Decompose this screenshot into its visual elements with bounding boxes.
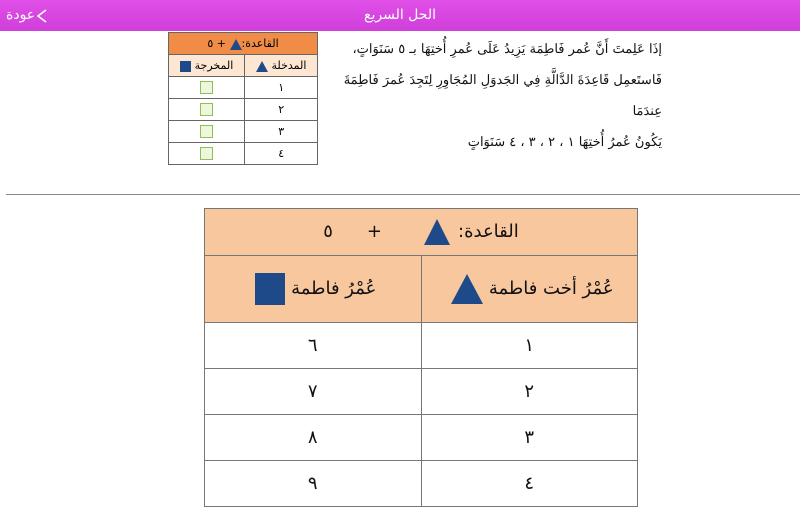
small-input-cell: ٣ — [245, 121, 318, 143]
small-output-cell[interactable] — [169, 121, 245, 143]
input-header: عُمْرُ أخت فاطمة — [421, 256, 638, 323]
output-cell: ٦ — [205, 323, 422, 369]
table-row — [205, 323, 638, 369]
triangle-icon — [424, 219, 450, 245]
top-bar — [0, 0, 800, 31]
small-output-cell[interactable] — [169, 143, 245, 165]
input-cell: ٢ — [421, 369, 638, 415]
table-row — [205, 369, 638, 415]
square-icon — [180, 61, 191, 72]
table-row — [205, 415, 638, 461]
table-row — [205, 461, 638, 507]
output-header: عُمْرُ فاطمة — [205, 256, 422, 323]
page-title: الحل السريع — [364, 7, 436, 23]
question-line-1: إذَا عَلِمتَ أَنَّ عُمر فَاطِمَة يَزِيدُ عَلَى عُمرِ أُختِهَا بـ ٥ سَنَوَاتٍ، — [352, 42, 662, 57]
question-line-2: فَاستَعمِل قَاعِدَةَ الدَّالَّةِ فِي الجَدوَلِ المُجَاوِرِ لِتَجِدَ عُمرَ فَاطِمَةَ عِندَمَا — [343, 73, 662, 119]
divider — [6, 194, 800, 195]
answer-box-icon[interactable] — [200, 81, 213, 94]
rule-label: القاعدة: — [458, 221, 519, 242]
small-rule-expr: + ٥ — [207, 37, 226, 50]
answer-box-icon[interactable] — [200, 125, 213, 138]
small-rule-label: القاعدة: — [241, 37, 279, 50]
small-function-table — [168, 32, 318, 165]
input-cell: ٤ — [421, 461, 638, 507]
output-cell: ٨ — [205, 415, 422, 461]
output-cell: ٧ — [205, 369, 422, 415]
answer-box-icon[interactable] — [200, 103, 213, 116]
rule-cell — [205, 209, 638, 256]
answer-box-icon[interactable] — [200, 147, 213, 160]
input-cell: ١ — [421, 323, 638, 369]
back-button[interactable] — [6, 0, 48, 31]
back-label: عودة — [6, 7, 36, 23]
small-rule-cell — [169, 33, 318, 55]
small-input-header: المدخلة — [245, 55, 318, 77]
back-arrow-icon — [36, 9, 48, 23]
small-input-cell: ٢ — [245, 99, 318, 121]
triangle-icon — [451, 274, 483, 304]
small-input-cell: ٤ — [245, 143, 318, 165]
rule-plus: + — [366, 221, 382, 242]
output-cell: ٩ — [205, 461, 422, 507]
small-output-header: المخرجة — [169, 55, 245, 77]
solution-table — [204, 208, 638, 507]
input-cell: ٣ — [421, 415, 638, 461]
small-input-cell: ١ — [245, 77, 318, 99]
triangle-icon — [230, 39, 242, 50]
question-text — [330, 34, 662, 158]
square-icon — [255, 273, 285, 305]
question-line-3: يَكُونُ عُمرُ أُختِهَا ١ ، ٢ ، ٣ ، ٤ سَنَوَاتٍ — [467, 135, 662, 150]
triangle-icon — [256, 61, 268, 72]
small-output-cell[interactable] — [169, 99, 245, 121]
rule-number: ٥ — [323, 221, 333, 242]
small-output-cell[interactable] — [169, 77, 245, 99]
